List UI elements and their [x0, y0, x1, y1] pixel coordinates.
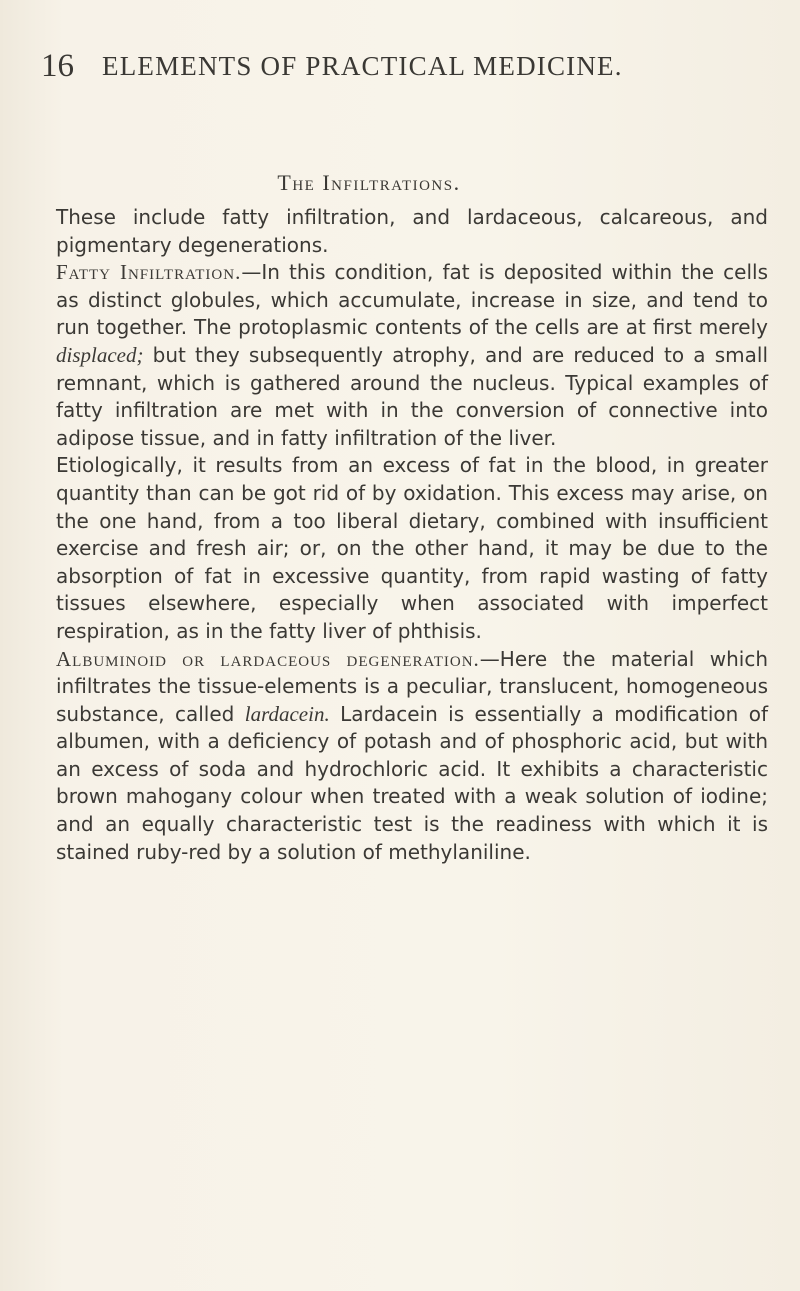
fatty-infiltration-emphasis: displaced; [56, 342, 144, 367]
paragraph-albuminoid [56, 646, 768, 867]
albuminoid-emphasis: lardacein. [244, 701, 330, 726]
albuminoid-text-b: Lardacein is essentially a modification of albumen, with a deficiency of potash and of phosphoric acid, but with an excess of soda and hydrochloric acid. It exhibits a characteristic brown mahogany colour when treated with a weak solution of iodine; and an equally characteristic test is the readiness with which it is stained ruby-red by a solution of methylaniline. [56, 701, 768, 864]
fatty-infiltration-heading: Fatty Infiltration. [56, 260, 242, 285]
albuminoid-text-a: —Here the material which infiltrates the tissue-elements is a peculiar, translucent, homogeneous substance, called [56, 646, 768, 726]
paragraph-fatty-infiltration [56, 259, 768, 452]
etiology-text: Etiologically, it results from an excess of fat in the blood, in greater quantity than can be got rid of by oxidation. This excess may arise, on the one hand, from a too liberal dietary, combined with insufficient exercise and fresh air; or, on the other hand, it may be due to the absorption of fat in excessive quantity, from rapid wasting of fatty tissues elsewhere, especially when associated with imperfect respiration, as in the fatty liver of phthisis. [56, 453, 768, 643]
fatty-infiltration-text-b: but they subsequently atrophy, and are reduced to a small remnant, which is gathered around the nucleus. Typical examples of fatty infiltration are met with in the conversion of connective into adipose tissue, and in fatty infiltration of the liver. [56, 342, 768, 450]
albuminoid-heading: Albuminoid or lardaceous degeneration. [56, 646, 480, 671]
fatty-infiltration-text-a: —In this condition, fat is deposited within the cells as distinct globules, which accumulate, increase in size, and tend to run together. The protoplasmic contents of the cells are at first merely [56, 260, 768, 340]
page-number: 16 [41, 48, 74, 84]
paragraph-intro-text: These include fatty infiltration, and lardaceous, calcareous, and pigmentary degenerations. [56, 205, 768, 257]
running-head [41, 48, 761, 88]
paragraph-etiology [56, 452, 768, 645]
body-text [56, 204, 768, 866]
section-title: The Infiltrations. [277, 170, 461, 195]
running-title: ELEMENTS OF PRACTICAL MEDICINE. [102, 51, 623, 81]
paragraph-intro [56, 204, 768, 259]
